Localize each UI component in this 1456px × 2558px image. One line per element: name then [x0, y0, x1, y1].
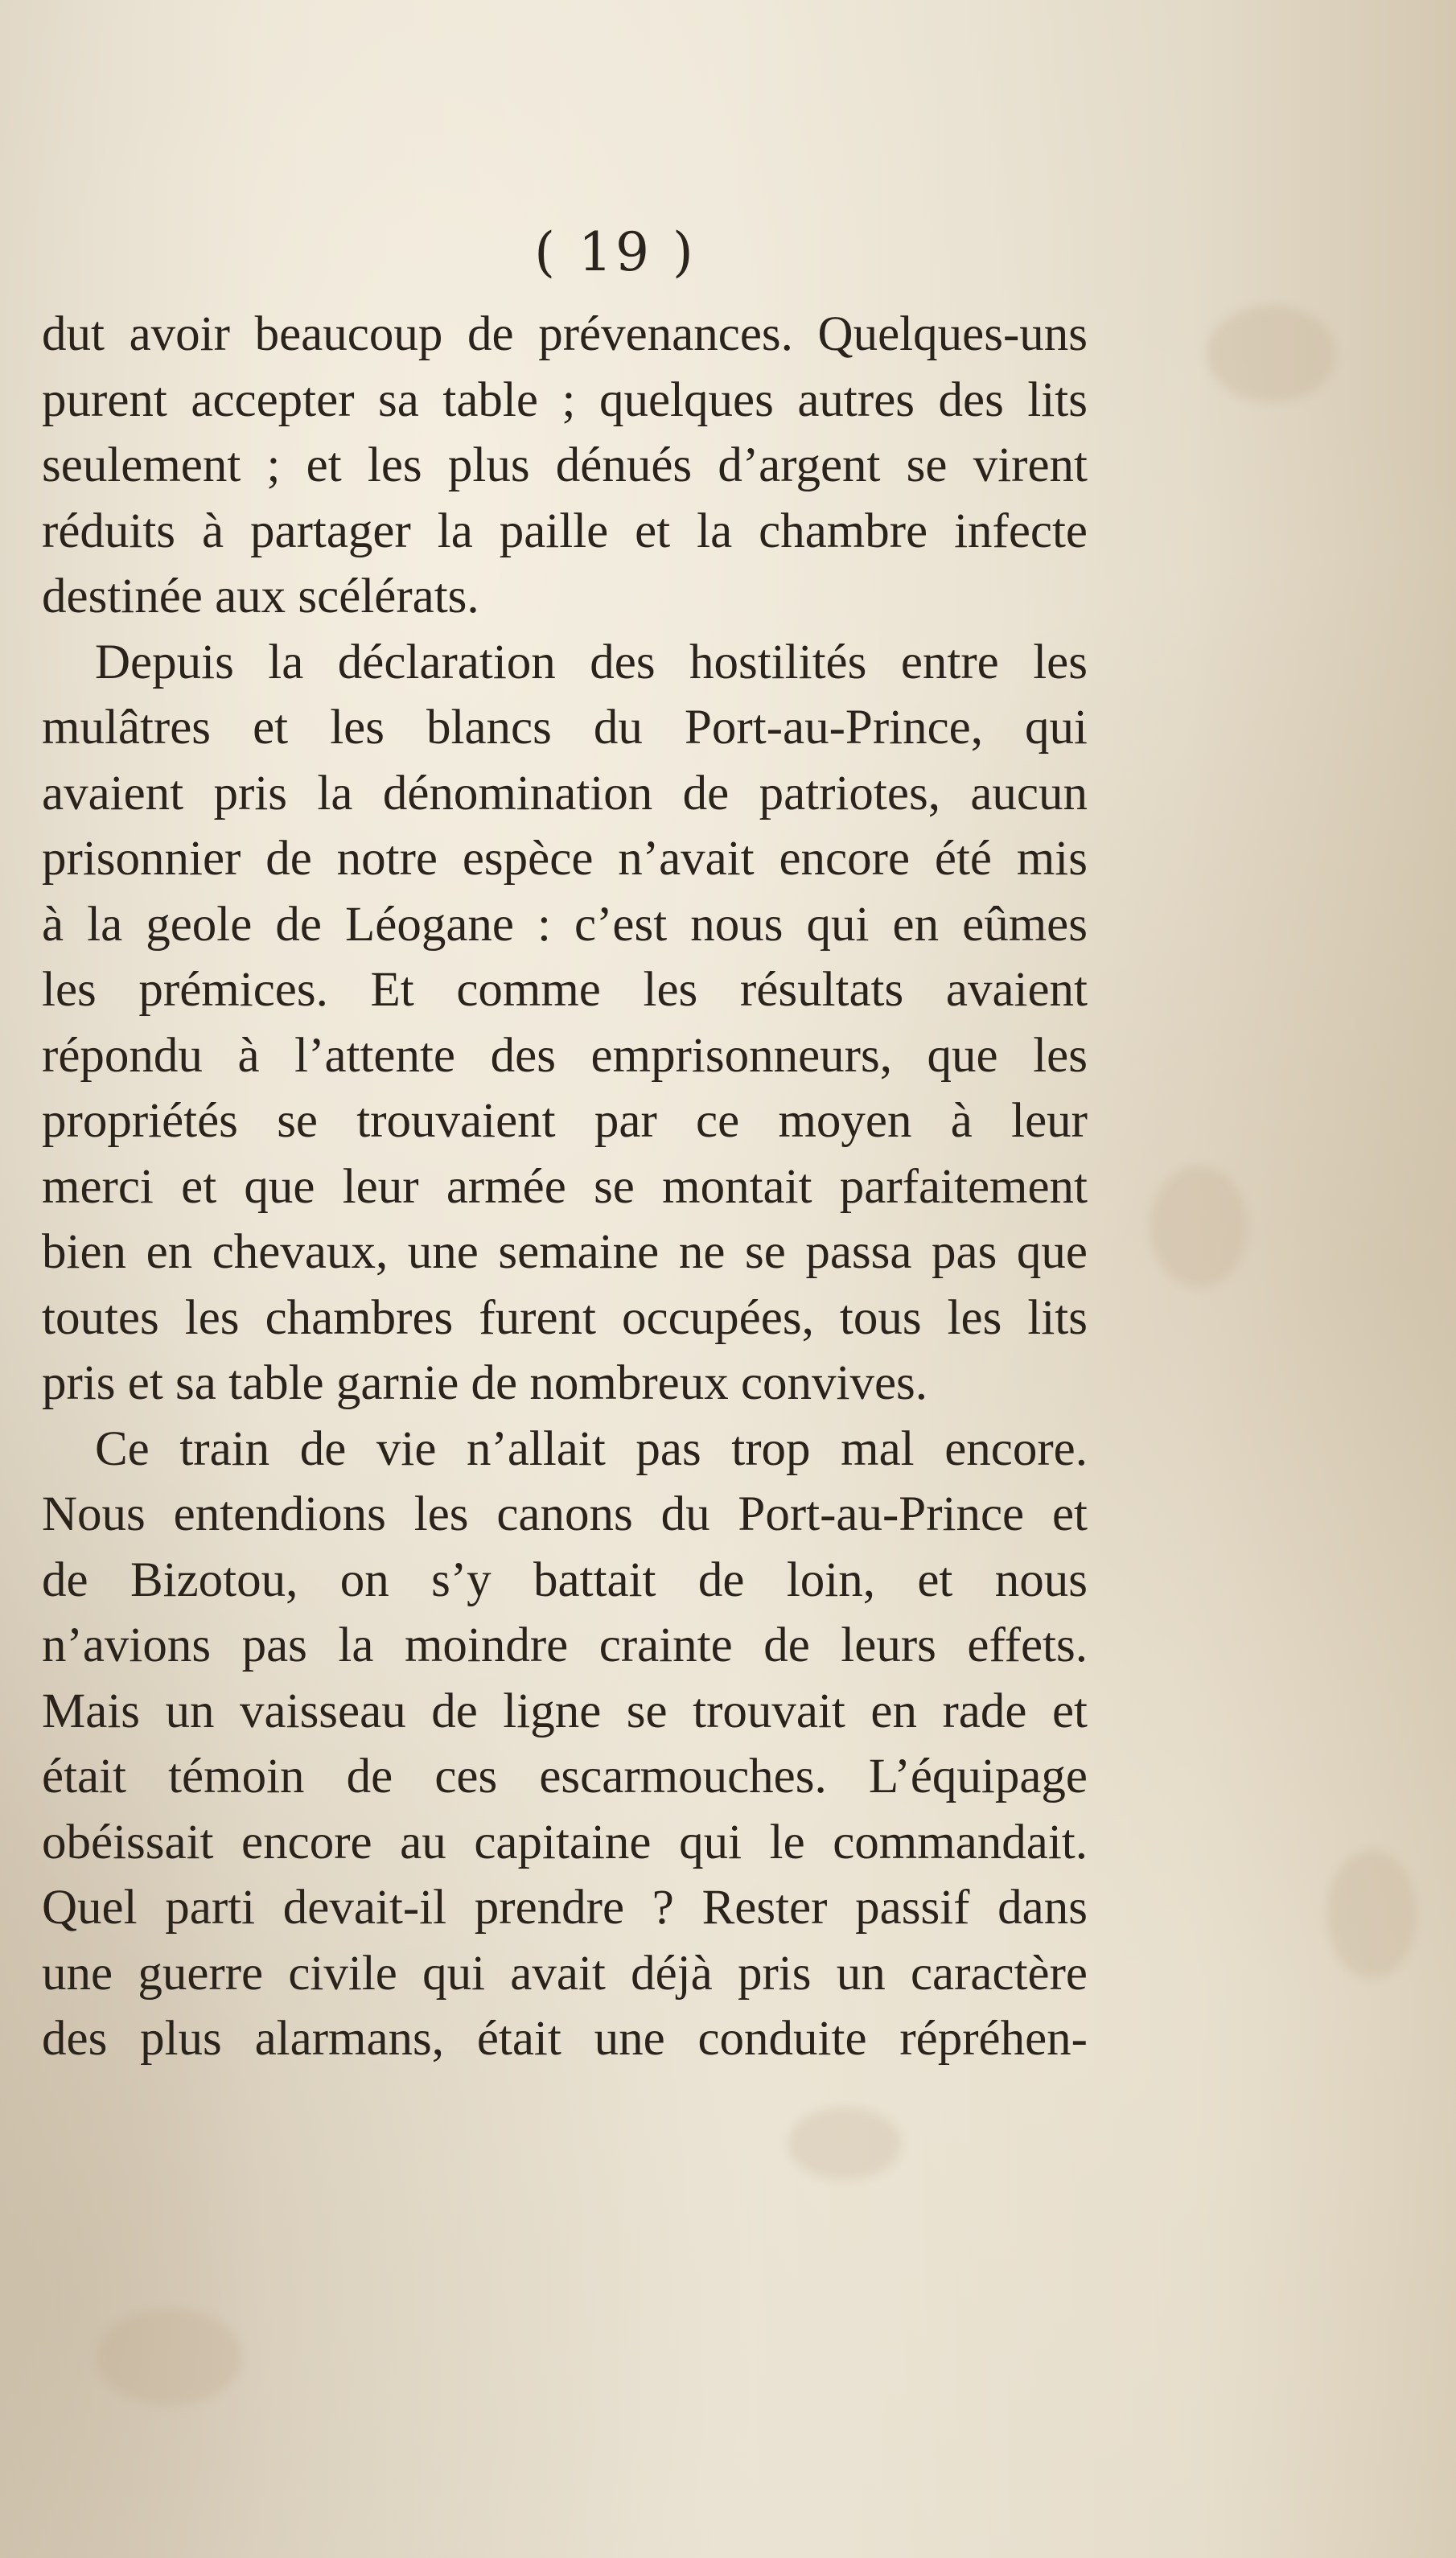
text-line: bien en chevaux, une semaine ne se passa pas que [42, 1225, 1088, 1279]
text-line: pris et sa table garnie de nombreux convives. [42, 1356, 928, 1410]
text-line: propriétés se trouvaient par ce moyen à leur [42, 1094, 1088, 1148]
text-line: obéissait encore au capitaine qui le commandait. [42, 1815, 1088, 1869]
paper-stain [97, 2309, 241, 2405]
text-line: seulement ; et les plus dénués d’argent se virent [42, 438, 1088, 492]
text-line: à la geole de Léogane : c’est nous qui en eûmes [42, 897, 1088, 952]
text-line: Quel parti devait-il prendre ? Rester passif dans [42, 1881, 1088, 1935]
paper-stain [1327, 1850, 1416, 1979]
text-line: les prémices. Et comme les résultats avaient [42, 963, 1088, 1017]
paragraph [42, 302, 1088, 630]
paper-stain [1150, 1166, 1247, 1287]
text-line: toutes les chambres furent occupées, tous les lits [42, 1290, 1088, 1345]
text-line: Nous entendions les canons du Port-au-Prince et [42, 1487, 1088, 1541]
text-line: avaient pris la dénomination de patriotes, aucun [42, 766, 1088, 820]
paragraph [42, 630, 1088, 1417]
body-text [42, 302, 1088, 2072]
text-line: merci et que leur armée se montait parfaitement [42, 1159, 1088, 1214]
text-line: des plus alarmans, était une conduite répréhen- [42, 2012, 1088, 2066]
text-line: Mais un vaisseau de ligne se trouvait en rade et [42, 1684, 1088, 1738]
text-line: de Bizotou, on s’y battait de loin, et nous [42, 1552, 1088, 1607]
page-number: ( 19 ) [534, 221, 697, 283]
paragraph [42, 1417, 1088, 2072]
text-line: destinée aux scélérats. [42, 570, 479, 623]
paper-stain [1207, 306, 1335, 402]
text-line: répondu à l’attente des emprisonneurs, que les [42, 1028, 1088, 1083]
text-line: Ce train de vie n’allait pas trop mal encore. [95, 1421, 1088, 1476]
text-line: purent accepter sa table ; quelques autres des lits [42, 372, 1088, 427]
text-line: n’avions pas la moindre crainte de leurs effets. [42, 1618, 1088, 1672]
text-line: prisonnier de notre espèce n’avait encore été mis [42, 832, 1088, 886]
text-line: réduits à partager la paille et la chambre infecte [42, 504, 1088, 558]
text-line: une guerre civile qui avait déjà pris un caractère [42, 1946, 1088, 2001]
paper-stain [788, 2108, 901, 2180]
text-line: Depuis la déclaration des hostilités entre les [95, 635, 1088, 689]
text-line: mulâtres et les blancs du Port-au-Prince, qui [42, 701, 1088, 755]
text-line: était témoin de ces escarmouches. L’équipage [42, 1750, 1088, 1803]
text-line: dut avoir beaucoup de prévenances. Quelques-uns [42, 307, 1088, 361]
